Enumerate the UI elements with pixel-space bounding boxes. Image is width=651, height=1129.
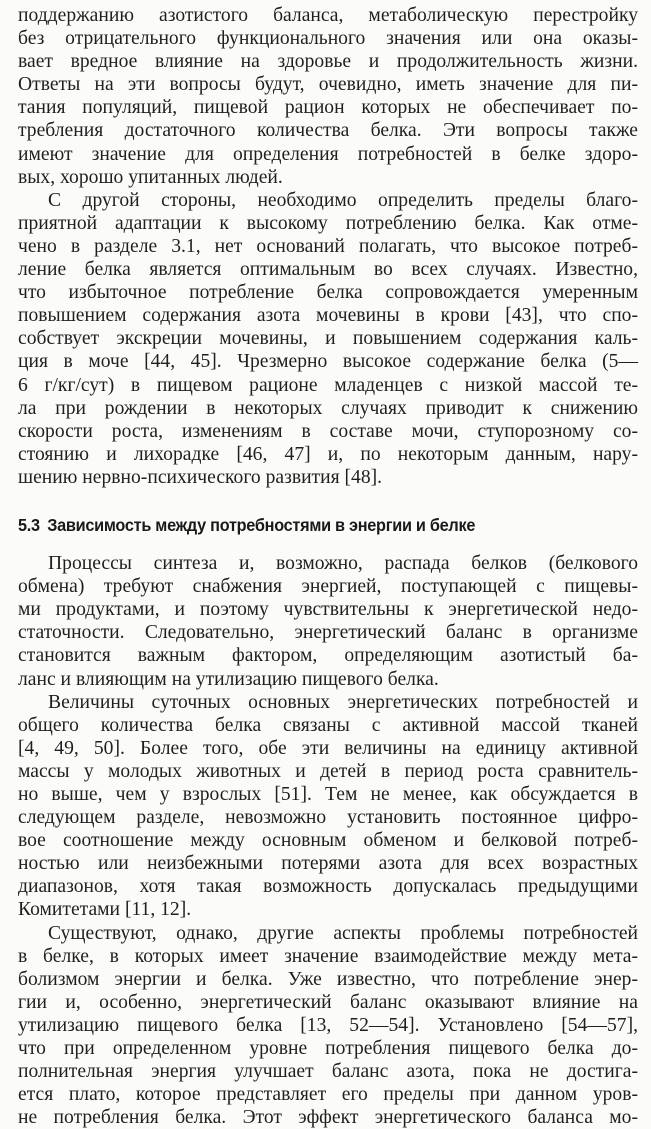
text-line: шению нервно-психического развития [48]. xyxy=(18,466,383,488)
text-line: ми продуктами, и поэтому чувствительны к энергетической недо- xyxy=(18,599,638,621)
text-line: [4, 49, 50]. Более того, обе эти величины на единицу активной xyxy=(18,737,638,759)
text-line: Величины суточных основных энергетических потребностей и xyxy=(48,691,638,713)
text-line: чено в разделе 3.1, нет оснований полагать, что высокое потреб- xyxy=(18,235,638,257)
text-line: ление белка является оптимальным во всех случаях. Известно, xyxy=(18,259,638,281)
text-line: ция в моче [44, 45]. Чрезмерно высокое содержание белка (5— xyxy=(18,351,638,373)
text-line: собствует экскреции мочевины, и повышением содержания каль- xyxy=(18,328,638,350)
text-line: не потребления белка. Этот эффект энергетического баланса мо- xyxy=(18,1107,638,1129)
text-line: в белке, в которых имеет значение взаимодействие между мета- xyxy=(18,945,638,967)
text-line: Ответы на эти вопросы будут, очевидно, иметь значение для пи- xyxy=(18,74,638,96)
text-line: Комитетами [11, 12]. xyxy=(18,899,192,921)
section-heading xyxy=(18,514,595,537)
text-line: обмена) требуют снабжения энергией, поступающей с пищевы- xyxy=(18,576,638,598)
text-line: С другой стороны, необходимо определить пределы благо- xyxy=(48,189,638,211)
text-line: вое соотношение между основным обменом и белковой потреб- xyxy=(18,830,638,852)
text-line: полнительная энергия улучшает баланс азота, пока не достига- xyxy=(18,1061,638,1083)
text-line: массы у молодых животных и детей в период роста сравнитель- xyxy=(18,760,638,782)
text-line: тания популяций, пищевой рацион которых не обеспечивает по- xyxy=(18,97,638,119)
text-line: ностью или неизбежными потерями азота для всех возрастных xyxy=(18,853,638,875)
paragraph-energy-protein-interaction xyxy=(18,922,638,1129)
section-title: Зависимость между потребностями в энергии и белке xyxy=(47,514,476,535)
text-line: Существуют, однако, другие аспекты проблемы потребностей xyxy=(48,922,638,944)
text-line: гии и, особенно, энергетический баланс оказывают влияние на xyxy=(18,991,638,1013)
text-line: стоянию и лихорадке [46, 47] и, по некоторым данным, нару- xyxy=(18,443,638,465)
text-line: статочности. Следовательно, энергетический баланс в организме xyxy=(18,622,638,644)
text-line: но выше, чем у взрослых [51]. Тем не менее, как обсуждается в xyxy=(18,784,638,805)
paragraph-high-protein-adaptation xyxy=(18,189,638,489)
text-line: ла при рождении в некоторых случаях приводит к снижению xyxy=(18,397,638,419)
text-line: общего количества белка связаны с активной массой тканей xyxy=(18,714,638,736)
text-line: ланс и влияющим на утилизацию пищевого белка. xyxy=(18,668,439,690)
text-line: приятной адаптации к высокому потреблению белка. Как отме- xyxy=(18,212,638,234)
text-line: утилизацию пищевого белка [13, 52—54]. Установлено [54—57], xyxy=(18,1014,638,1036)
text-line: становится важным фактором, определяющим азотистый ба- xyxy=(18,645,638,667)
text-line: скорости роста, изменениям в составе мочи, ступорозному со- xyxy=(18,420,638,442)
text-line: следующем разделе, невозможно установить постоянное цифро- xyxy=(18,807,638,829)
text-line: повышением содержания азота мочевины в крови [43], что спо- xyxy=(18,305,638,327)
text-line: диапазонов, хотя такая возможность допускалась предыдущими xyxy=(18,876,638,898)
paragraph-nitrogen-balance xyxy=(18,4,638,189)
text-line: что при определенном уровне потребления пищевого белка до- xyxy=(18,1038,638,1060)
paragraph-active-mass xyxy=(18,691,638,922)
text-line: вает вредное влияние на здоровье и продолжительность жизни. xyxy=(18,51,638,73)
text-line: что избыточное потребление белка сопровождается умеренным xyxy=(18,282,638,304)
text-line: Процессы синтеза и, возможно, распада белков (белкового xyxy=(48,553,638,575)
text-line: поддержанию азотистого баланса, метаболическую перестройку xyxy=(18,5,638,26)
text-line: имеют значение для определения потребностей в белке здоро- xyxy=(18,143,638,165)
text-line: вых, хорошо упитанных людей. xyxy=(18,166,283,188)
document-page xyxy=(18,4,638,1129)
text-line: 6 г/кг/сут) в пищевом рационе младенцев с низкой массой те- xyxy=(18,374,638,396)
section-number: 5.3 xyxy=(18,514,40,535)
text-line: требления достаточного количества белка. Эти вопросы также xyxy=(18,120,638,142)
text-line: болизмом энергии и белка. Уже известно, что потребление энер- xyxy=(18,968,638,990)
text-line: без отрицательного функционального значения или она оказы- xyxy=(18,28,638,50)
text-line: ется плато, которое представляет его пределы при данном уров- xyxy=(18,1084,638,1106)
paragraph-protein-synthesis-energy xyxy=(18,552,638,691)
